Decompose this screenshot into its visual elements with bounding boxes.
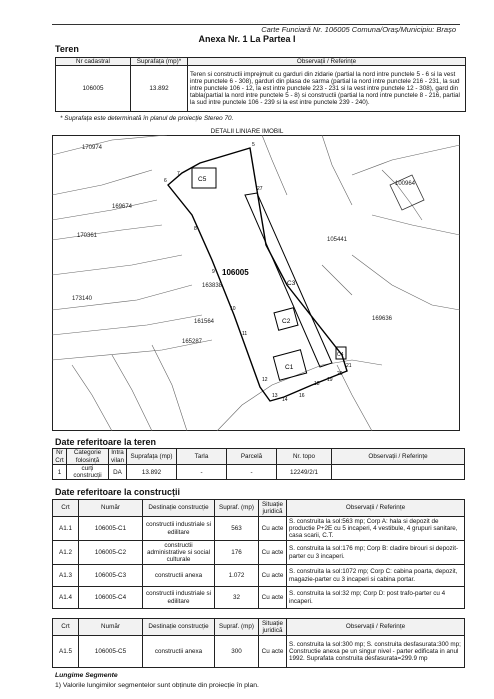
point-label: 6 xyxy=(164,178,167,184)
col-numar: Număr xyxy=(79,500,143,517)
table-row xyxy=(53,636,465,668)
cell: S. construita la sol:32 mp; Corp D: post trafo-parter cu 4 incaperi. xyxy=(287,587,465,609)
parcel-label-161564: 161564 xyxy=(194,319,215,325)
parcel-label-105441: 105441 xyxy=(327,237,348,243)
cell: 106005-C1 xyxy=(79,517,143,541)
point-label: 19 xyxy=(327,377,333,383)
col-situatie: Situație juridică xyxy=(259,500,287,517)
cell: constructii industriale si edilitare xyxy=(143,517,215,541)
teren-ref-table xyxy=(52,448,465,480)
cell: 106005-C2 xyxy=(79,541,143,565)
suprafata-cell: 13.892 xyxy=(131,66,188,112)
cell: 106005-C4 xyxy=(79,587,143,609)
building-label-c3: C3 xyxy=(287,280,296,287)
col-destinatie: Destinație construcție xyxy=(143,619,215,636)
point-label: 21 xyxy=(346,363,352,369)
col-nr-cadastral: Nr cadastral xyxy=(56,58,131,66)
teren-table xyxy=(55,57,466,112)
point-label: 8 xyxy=(194,226,197,232)
table-header-row xyxy=(53,500,465,517)
col-tarla: Tarla xyxy=(177,449,227,465)
parcel-label-170974: 170974 xyxy=(82,145,103,151)
cell: 106005-C3 xyxy=(79,565,143,587)
col-situatie: Situație juridică xyxy=(259,619,287,636)
cell: constructii industriale si edilitare xyxy=(143,587,215,609)
point-label: 14 xyxy=(282,397,288,403)
cell: A1.1 xyxy=(53,517,79,541)
cell: Cu acte xyxy=(259,636,287,668)
cell: - xyxy=(227,465,277,480)
cell: 1.072 xyxy=(215,565,259,587)
cell: Cu acte xyxy=(259,541,287,565)
cell: constructii anexa xyxy=(143,565,215,587)
building-label-c1: C1 xyxy=(285,364,294,371)
point-label: 27 xyxy=(257,186,263,192)
segments-heading: Lungime Segmente xyxy=(55,672,118,679)
constructii-table xyxy=(52,499,465,609)
cell: DA xyxy=(109,465,127,480)
col-parcela: Parcelă xyxy=(227,449,277,465)
map-frame xyxy=(53,136,460,431)
parcel-label-169636: 169636 xyxy=(372,316,393,322)
point-label: 10 xyxy=(230,306,236,312)
table-header-row xyxy=(56,58,466,66)
cell: Cu acte xyxy=(259,565,287,587)
cell: 1 xyxy=(53,465,67,480)
parcel-label-169674: 169674 xyxy=(112,204,133,210)
cell xyxy=(332,465,465,480)
col-crt: Crt xyxy=(53,619,79,636)
table-row xyxy=(53,465,465,480)
cell: S. construita la sol:300 mp; S. construita desfasurata:300 mp; Constructie anexa pe un singur nivel - parter edificata in anul 1992. Suprafata construita desfasurata=299.9 mp xyxy=(287,636,465,668)
col-suprafata: Suprafața (mp) xyxy=(127,449,177,465)
cell: A1.3 xyxy=(53,565,79,587)
cell: 106005-C5 xyxy=(79,636,143,668)
cell: 176 xyxy=(215,541,259,565)
table-row xyxy=(56,66,466,112)
cell: S. construita la sol:563 mp; Corp A: hala si depozit de productie P+2E cu 5 incaperi, 4 vestibule, 4 grupuri sanitare, casa scarii, C.T. xyxy=(287,517,465,541)
map-title: DETALII LINIARE IMOBIL xyxy=(210,128,284,135)
cell: S. construita la sol:176 mp; Corp B: cladire birouri si depozit-parter cu 3 incaperi. xyxy=(287,541,465,565)
cell: Cu acte xyxy=(259,517,287,541)
col-observatii: Observații / Referințe xyxy=(287,619,465,636)
col-nr-crt: Nr Crt xyxy=(53,449,67,465)
cell: curți construcții xyxy=(67,465,109,480)
segments-note: 1) Valorile lungimilor segmentelor sunt obținute din proiecție în plan. xyxy=(55,682,259,689)
cadastral-map xyxy=(52,135,460,431)
section-constructii: Date referitoare la construcții xyxy=(55,487,181,497)
point-label: 13 xyxy=(272,393,278,399)
building-label-c5: C5 xyxy=(198,176,207,183)
cell: A1.4 xyxy=(53,587,79,609)
section-teren: Teren xyxy=(55,44,79,54)
table-header-row xyxy=(53,449,465,465)
col-observatii: Observații / Referințe xyxy=(287,500,465,517)
cell: A1.2 xyxy=(53,541,79,565)
table-row xyxy=(53,517,465,541)
point-label: 7 xyxy=(177,171,180,177)
table-header-row xyxy=(53,619,465,636)
col-suprafata: Suprafața (mp)* xyxy=(131,58,188,66)
constructii-table-continued xyxy=(52,618,465,668)
cell: constructii administrative si social culturale xyxy=(143,541,215,565)
building-label-c2: C2 xyxy=(282,318,291,325)
main-parcel-label: 106005 xyxy=(222,268,249,277)
col-observatii: Observații / Referințe xyxy=(332,449,465,465)
nr-cadastral-cell: 106005 xyxy=(56,66,131,112)
building-label-c4: C4 xyxy=(337,352,344,358)
point-label: 18 xyxy=(314,381,320,387)
cell: - xyxy=(177,465,227,480)
point-label: 16 xyxy=(299,393,305,399)
table-row xyxy=(53,587,465,609)
col-crt: Crt xyxy=(53,500,79,517)
cell: 32 xyxy=(215,587,259,609)
col-suprafata: Supraf. (mp) xyxy=(215,500,259,517)
cell: 300 xyxy=(215,636,259,668)
cell: 12249/2/1 xyxy=(277,465,332,480)
cell: 563 xyxy=(215,517,259,541)
col-suprafata: Supraf. (mp) xyxy=(215,619,259,636)
col-nr-topo: Nr. topo xyxy=(277,449,332,465)
col-numar: Număr xyxy=(79,619,143,636)
table-row xyxy=(53,565,465,587)
cell: 13.892 xyxy=(127,465,177,480)
parcel-label-163838: 163838 xyxy=(202,283,223,289)
point-label: 20 xyxy=(337,371,343,377)
parcel-label-165287: 165287 xyxy=(182,339,203,345)
parcel-label-173140: 173140 xyxy=(72,296,93,302)
col-destinatie: Destinație construcție xyxy=(143,500,215,517)
cell: A1.5 xyxy=(53,636,79,668)
table-row xyxy=(53,541,465,565)
col-categorie: Categorie folosință xyxy=(67,449,109,465)
observatii-cell: Teren si constructii imprejmuit cu garduri din zidarie (partial la nord intre punctele 5 - 6 si la vest intre punctele 6 - 308), garduri din plasa de sarma (partial la nord intre punctele 216 - 231, la sud intre punctele 106 - 12, la est intre punctele 223 - 231 si la vest intre punctele 12 - 308), gard din tabla(partial la nord intre punctele 5 - 8) si constructii (partial la nord intre punctele 8 - 216, partial la sud intre punctele 106 - 239 si la est intre punctele 239 - 240). xyxy=(188,66,466,112)
col-intravilan: Intra vilan xyxy=(109,449,127,465)
cell: S. construita la sol:1072 mp; Corp C: cabina poarta, depozit, magazie-parter cu 3 incaperi si cabina portar. xyxy=(287,565,465,587)
point-label: 11 xyxy=(242,331,248,337)
cell: Cu acte xyxy=(259,587,287,609)
projection-note: * Suprafața este determinată în planul de proiecție Stereo 70. xyxy=(60,115,234,122)
section-teren-ref: Date referitoare la teren xyxy=(55,437,157,447)
parcel-label-100964: 100964 xyxy=(395,181,416,187)
page-title: Anexa Nr. 1 La Partea I xyxy=(198,34,296,44)
carte-funciara-header: Carte Funciară Nr. 106005 Comuna/Oraș/Municipiu: Brașo xyxy=(261,25,456,34)
parcel-label-170361: 170361 xyxy=(77,233,98,239)
point-label: 12 xyxy=(262,377,268,383)
point-label: 5 xyxy=(252,142,255,148)
col-observatii: Observații / Referințe xyxy=(188,58,466,66)
cell: constructii anexa xyxy=(143,636,215,668)
point-label: 9 xyxy=(212,269,215,275)
